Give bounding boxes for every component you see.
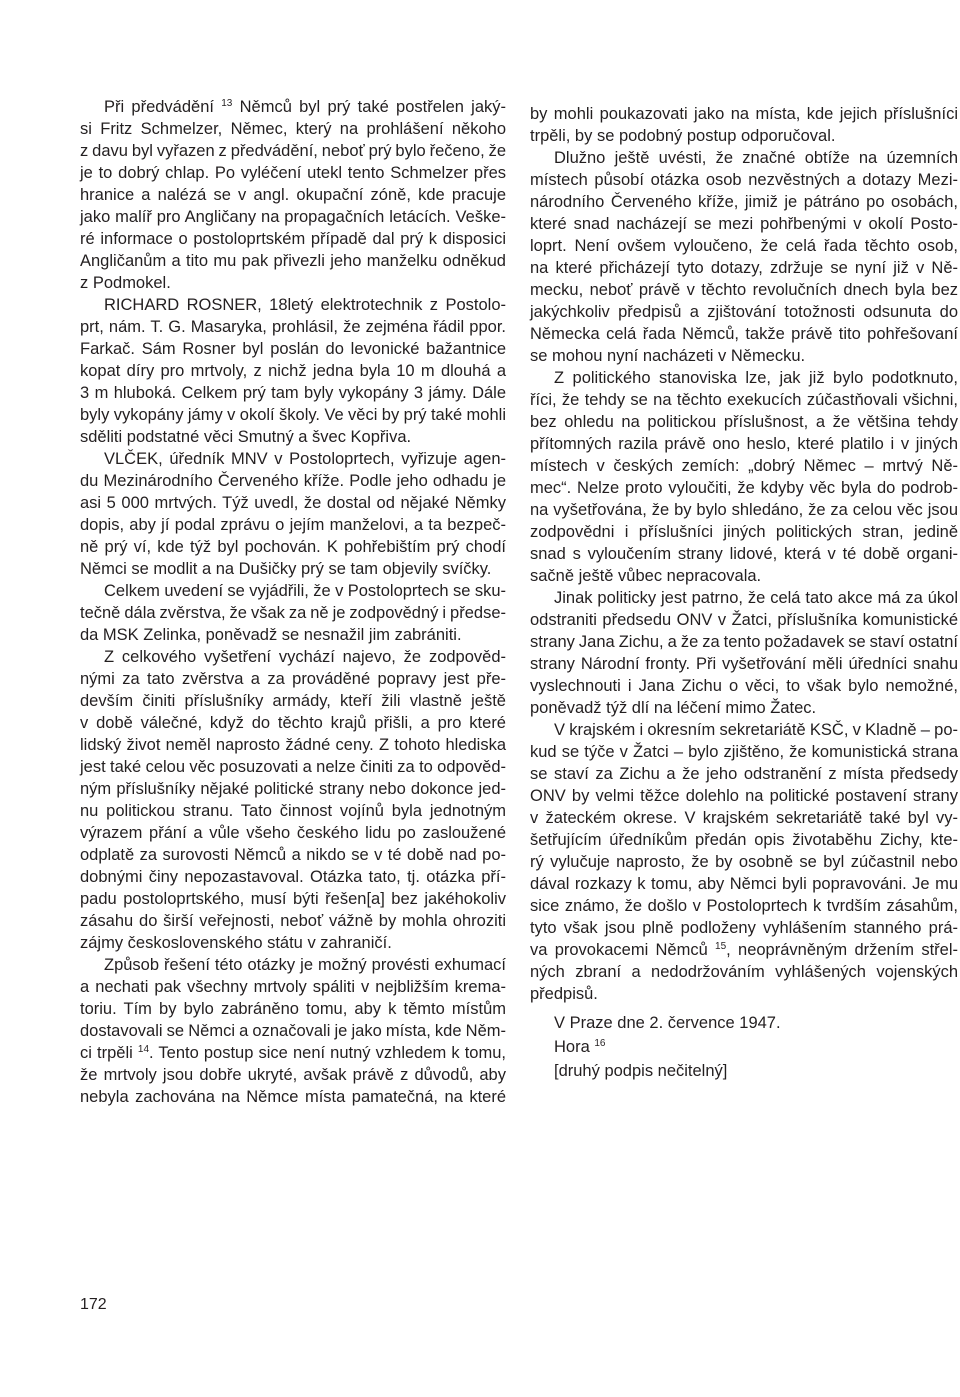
text-line: [80, 140, 506, 162]
line-text: Z politického stanoviska lze, jak již bylo podotknuto,: [554, 369, 958, 387]
paragraph: [80, 96, 506, 294]
text-line: [530, 917, 958, 939]
text-line: [80, 404, 506, 426]
text-line: [80, 844, 506, 866]
line-text: padu postoloprtského, musí býti řešen[a] bez jakéhokoliv: [80, 890, 506, 908]
text-line: [530, 433, 958, 455]
text-line: [80, 756, 506, 778]
text-line: [80, 800, 506, 822]
text-line: [80, 316, 506, 338]
left-column-body: [80, 96, 506, 1108]
closing-block: [530, 1011, 958, 1083]
text-line: [80, 536, 506, 558]
line-text: bez ohledu na politickou příslušnost, a že většina tehdy: [530, 413, 958, 431]
text-line: [80, 360, 506, 382]
line-text: Dlužno ještě uvésti, že značné obtíže na územních: [554, 149, 958, 167]
line-text: Německa celá řada Němců, takže právě tito pohřešovaní: [530, 325, 958, 343]
text-line: [80, 910, 506, 932]
footnote-ref: 16: [594, 1038, 606, 1049]
line-text: v době válečné, když do těchto krajů přišli, a pro které: [80, 714, 506, 732]
line-text: asi 5 000 mrtvých. Týž uvedl, že dostal od nějaké Němky: [80, 494, 506, 512]
text-line: [80, 778, 506, 800]
text-line: [530, 455, 958, 477]
text-line: [80, 184, 506, 206]
line-text: kopat díry pro mrtvoly, z nichž jedna byla 10 m dlouhá a: [80, 362, 506, 380]
text-line: [530, 257, 958, 279]
text-line: [80, 492, 506, 514]
line-text: je to dobrý chlap. Po vyléčení utekl tento Schmelzer přes: [80, 164, 506, 182]
text-segment: Němců byl prý také postřelen jaký-: [232, 98, 507, 116]
text-line: [530, 565, 958, 587]
line-text: du Mezinárodního Červeného kříže. Podle jeho odhadu je: [80, 472, 506, 490]
line-text: Z celkového vyšetření vychází najevo, že zodpověd-: [104, 648, 506, 666]
text-line: [80, 690, 506, 712]
text-line: [80, 580, 506, 602]
line-text: nu politickou stranu. Tato činnost vojínů byla jednotným: [80, 802, 506, 820]
line-text: strany Jana Zichu, a že za tento požadavek se staví ostatní: [530, 633, 958, 651]
signature: Hora: [554, 1038, 590, 1056]
footnote-ref: 14: [137, 1044, 150, 1055]
line-text: šetřujícím úředníkům předán opis životaběhu Zichy, kte-: [530, 831, 958, 849]
line-text: odstraniti předsedu ONV v Žatci, příslušníka komunistické: [530, 611, 958, 629]
line-text: vyslechnouti i Jana Zichu o věci, to však bylo nemožné,: [530, 677, 958, 695]
text-line: [530, 499, 958, 521]
line-text: na vyšetřována, že by bylo shledáno, že za celou věc jsou: [530, 501, 958, 519]
text-line: [530, 741, 958, 763]
text-line: [80, 668, 506, 690]
second-signature-note: [druhý podpis nečitelný]: [554, 1062, 728, 1080]
right-column-body: [530, 103, 958, 1005]
text-line: [530, 983, 958, 1005]
line-text: by mohli poukazovati jako na místa, kde jejich příslušníci: [530, 105, 958, 123]
text-line: [530, 653, 958, 675]
text-line: [530, 675, 958, 697]
text-line: [80, 932, 506, 954]
text-line: [530, 609, 958, 631]
line-text: mec“. Nelze proto vyloučiti, že kdyby věc byla do podrob-: [530, 479, 958, 497]
line-text: hranice a nalézá se v angl. okupační zóně, kde pracuje: [80, 186, 506, 204]
text-line: [80, 1042, 506, 1064]
line-text: místech v českých zemích: „dobrý Němec – mrtvý Ně-: [530, 457, 958, 475]
text-line: [530, 763, 958, 785]
line-text: [104, 96, 506, 118]
line-text: zodpovědni i příslušníci jiných politických stran, jedině: [530, 523, 958, 541]
line-text: byly vykopány jámy v okolí školy. Ve věci by prý také mohli: [80, 406, 506, 424]
text-line: [80, 646, 506, 668]
text-line: [80, 1086, 506, 1108]
line-text: z Podmokel.: [80, 274, 171, 292]
line-text: místech působí otázka osob nezvěstných a dotazy Mezi-: [530, 171, 958, 189]
text-line: [530, 807, 958, 829]
text-line: [80, 558, 506, 580]
text-line: [530, 851, 958, 873]
line-text: dopis, aby jí podal zprávu o jejím manželovi, a ta bezpeč-: [80, 516, 506, 534]
line-text: kud se týče v Žatci – bylo zjištěno, že komunistická strana: [530, 743, 958, 761]
text-line: [80, 228, 506, 250]
text-line: [80, 624, 506, 646]
text-segment: Při předvádění: [104, 98, 222, 116]
text-line: [530, 543, 958, 565]
paragraph: [80, 954, 506, 1108]
text-line: [80, 96, 506, 118]
paragraph: [80, 646, 506, 954]
line-text: na které přicházejí tyto dotazy, zdržuje se nyní již v Ně-: [530, 259, 958, 277]
text-segment: va provokacemi Němců: [530, 941, 716, 959]
text-line: [530, 169, 958, 191]
line-text: Němci se modlit a na Dušičky prý se tam objevily svíčky.: [80, 560, 492, 578]
line-text: sděliti podstatné věci Smutný a švec Kopřiva.: [80, 428, 412, 446]
text-segment: , neoprávněným držením střel-: [726, 941, 958, 959]
text-line: [80, 272, 506, 294]
text-line: [530, 697, 958, 719]
line-text: v žateckém okrese. V krajském sekretariátě také byl vy-: [530, 809, 958, 827]
line-text: dostavovali se Němci a označovali je jako místa, kde Něm-: [80, 1022, 506, 1040]
line-text: tečně dála zvěrstva, že však za ně je zodpovědný i předse-: [80, 604, 506, 622]
line-text: trpěli, by se podobný postup odporučoval.: [530, 127, 836, 145]
line-text: ně prý ví, kde týž byl pochován. K pohřebištím prý chodí: [80, 538, 506, 556]
text-line: [80, 470, 506, 492]
line-text: ných zbraní a nedodržováním vyhlášených vojenských: [530, 963, 958, 981]
line-text: strany Národní fronty. Při vyšetřování měli úředníci snahu: [530, 655, 958, 673]
line-text: toriu. Tím by bylo zabráněno tomu, aby k těmto místům: [80, 1000, 506, 1018]
line-text: rý vylučuje naprosto, že by osobně se byl zúčastnil nebo: [530, 853, 958, 871]
text-line: [530, 301, 958, 323]
text-line: [80, 822, 506, 844]
text-line: [80, 382, 506, 404]
text-line: [80, 514, 506, 536]
line-text: Celkem uvedení se vyjádřili, že v Postoloprtech se sku-: [104, 582, 506, 600]
text-line: [80, 338, 506, 360]
text-line: [530, 103, 958, 125]
text-line: [530, 477, 958, 499]
text-line: [530, 213, 958, 235]
line-text: se mohou nyní nacházeti v Německu.: [530, 347, 806, 365]
paragraph: [80, 580, 506, 646]
footnote-ref: 13: [221, 98, 233, 109]
line-text: lidský život neměl naprosto žádné ceny. Z tohoto hlediska: [80, 736, 506, 754]
page-number: 172: [80, 1296, 107, 1313]
text-line: [530, 895, 958, 917]
text-line: [80, 250, 506, 272]
text-line: [530, 147, 958, 169]
text-line: [530, 873, 958, 895]
line-text: zájmy československého státu v zahraničí.: [80, 934, 392, 952]
text-line: [80, 206, 506, 228]
paragraph: [530, 367, 958, 587]
text-line: [530, 411, 958, 433]
line-text: dával rozkazy k tomu, aby Němci byli popravováni. Je mu: [530, 875, 958, 893]
text-line: [80, 998, 506, 1020]
text-line: [80, 602, 506, 624]
line-text: da MSK Zelinka, poněvadž se nesnažil jim zabrániti.: [80, 626, 462, 644]
line-text: sačně ještě vůbec nepracovala.: [530, 567, 762, 585]
text-line: [80, 1064, 506, 1086]
text-line: [80, 866, 506, 888]
text-segment: . Tento postup sice není nutný vzhledem k tomu,: [149, 1044, 506, 1062]
line-text: sice známo, že došlo v Postoloprtech k tvrdším zásahům,: [530, 897, 958, 915]
line-text: snad s vyloučením strany lidové, která v té době organi-: [530, 545, 958, 563]
line-text: poněvadž týž dlí na léčení mimo Žatec.: [530, 699, 817, 717]
paragraph: [530, 103, 958, 147]
text-line: [80, 888, 506, 910]
text-segment: ci trpěli: [80, 1044, 138, 1062]
line-text: a nechati pak všechny mrtvoly spáliti v nejbližším krema-: [80, 978, 506, 996]
line-text: Jinak politicky jest patrno, že celá tato akce má za úkol: [554, 589, 958, 607]
text-line: [80, 712, 506, 734]
line-text: výrazem přání a vůle všeho českého lidu po zasloužené: [80, 824, 506, 842]
paragraph: [530, 147, 958, 367]
line-text: RICHARD ROSNER, 18letý elektrotechnik z Postolo-: [104, 296, 506, 314]
line-text: národního Červeného kříže, jimiž je pátráno po osobách,: [530, 193, 958, 211]
line-text: nebyla zachována na Němce místa pamatečná, na které: [80, 1088, 506, 1106]
text-line: [80, 976, 506, 998]
text-line: [530, 521, 958, 543]
line-text: [80, 1042, 506, 1064]
line-text: [530, 939, 958, 961]
line-text: ONV by velmi těžce dolehlo na politické postavení strany: [530, 787, 958, 805]
text-line: [530, 939, 958, 961]
text-line: [530, 631, 958, 653]
line-text: zásahu do širší veřejnosti, neboť vážně by mohla ohroziti: [80, 912, 506, 930]
line-text: odplatě za surovosti Němců a nikdo se v té době nad po-: [80, 846, 506, 864]
line-text: jako malíř pro Angličany na propagačních letácích. Veške-: [80, 208, 506, 226]
line-text: přítomných razila právě ono heslo, které platilo i v jiných: [530, 435, 958, 453]
line-text: předpisů.: [530, 985, 598, 1003]
left-column: [80, 96, 506, 1108]
text-line: [80, 954, 506, 976]
text-line: [530, 235, 958, 257]
line-text: že mrtvoly jsou dobře ukryté, avšak právě z důvodů, aby: [80, 1066, 506, 1084]
text-line: [530, 367, 958, 389]
text-line: [530, 587, 958, 609]
line-text: VLČEK, úředník MNV v Postoloprtech, vyřizuje agen-: [104, 450, 506, 468]
line-text: Angličanům a tito mu pak přivezli jeho manželku odněkud: [80, 252, 506, 270]
paragraph: [80, 448, 506, 580]
text-line: [530, 785, 958, 807]
text-line: [530, 389, 958, 411]
line-text: dobnými činy nepozastavoval. Otázka tato, tj. otázka pří-: [80, 868, 506, 886]
line-text: jakýchkoliv předpisů a zjištování totožnosti odsunuta do: [530, 303, 958, 321]
line-text: jest také celou věc posuzovati a nelze činiti za to odpověd-: [80, 758, 506, 776]
line-text: prt, nám. T. G. Masaryka, prohlásil, že zejména řádil ppor.: [80, 318, 506, 336]
text-line: [530, 125, 958, 147]
footnote-ref: 15: [715, 941, 727, 952]
text-line: [530, 829, 958, 851]
text-line: [530, 961, 958, 983]
text-line: [530, 345, 958, 367]
paragraph: [530, 587, 958, 719]
text-line: [530, 719, 958, 741]
signature-line: [530, 1035, 958, 1059]
paragraph: [80, 294, 506, 448]
line-text: se staví za Zichu a že jeho odstranění z místa předsedy: [530, 765, 958, 783]
text-line: [80, 162, 506, 184]
place-date-line: V Praze dne 2. července 1947.: [554, 1014, 781, 1032]
text-line: [80, 734, 506, 756]
line-text: ným příslušníky nějaké politické strany nebo dokonce jed-: [80, 780, 506, 798]
text-line: [80, 294, 506, 316]
line-text: nými za tato zvěrstva a za prováděné popravy jest pře-: [80, 670, 506, 688]
line-text: 3 m hluboká. Celkem prý tam byly vykopány 3 jámy. Dále: [80, 384, 506, 402]
line-text: V krajském i okresním sekretariátě KSČ, v Kladně – po-: [554, 721, 958, 739]
right-column: [530, 103, 958, 1083]
line-text: které snad nacházejí se mezi pohřbenými v okolí Posto-: [530, 215, 958, 233]
line-text: Způsob řešení této otázky je možný provésti exhumací: [104, 956, 506, 974]
line-text: ré informace o postoloprtském případě dal prý k disposici: [80, 230, 506, 248]
line-text: si Fritz Schmelzer, Němec, který na prohlášení někoho: [80, 120, 506, 138]
line-text: loprt. Není ovšem vyloučeno, že celá řada těchto osob,: [530, 237, 958, 255]
text-line: [80, 426, 506, 448]
text-line: [530, 279, 958, 301]
text-line: [80, 448, 506, 470]
paragraph: [530, 719, 958, 1005]
line-text: říci, že tehdy se na těchto exekucích zúčastňovali všichni,: [530, 391, 958, 409]
text-line: [530, 191, 958, 213]
text-line: [530, 323, 958, 345]
text-line: [80, 118, 506, 140]
line-text: z davu byl vyřazen z předvádění, neboť prý bylo řečeno, že: [80, 142, 506, 160]
line-text: tyto však jsou plně podloženy vyhlášením stanného prá-: [530, 919, 958, 937]
text-line: [80, 1020, 506, 1042]
line-text: Farkač. Sám Rosner byl poslán do levonické bažantnice: [80, 340, 506, 358]
line-text: devším činiti příslušníky armády, kteří žili vlastně ještě: [80, 692, 506, 710]
line-text: mecku, neboť právě v těchto revolučních dnech byla bez: [530, 281, 958, 299]
